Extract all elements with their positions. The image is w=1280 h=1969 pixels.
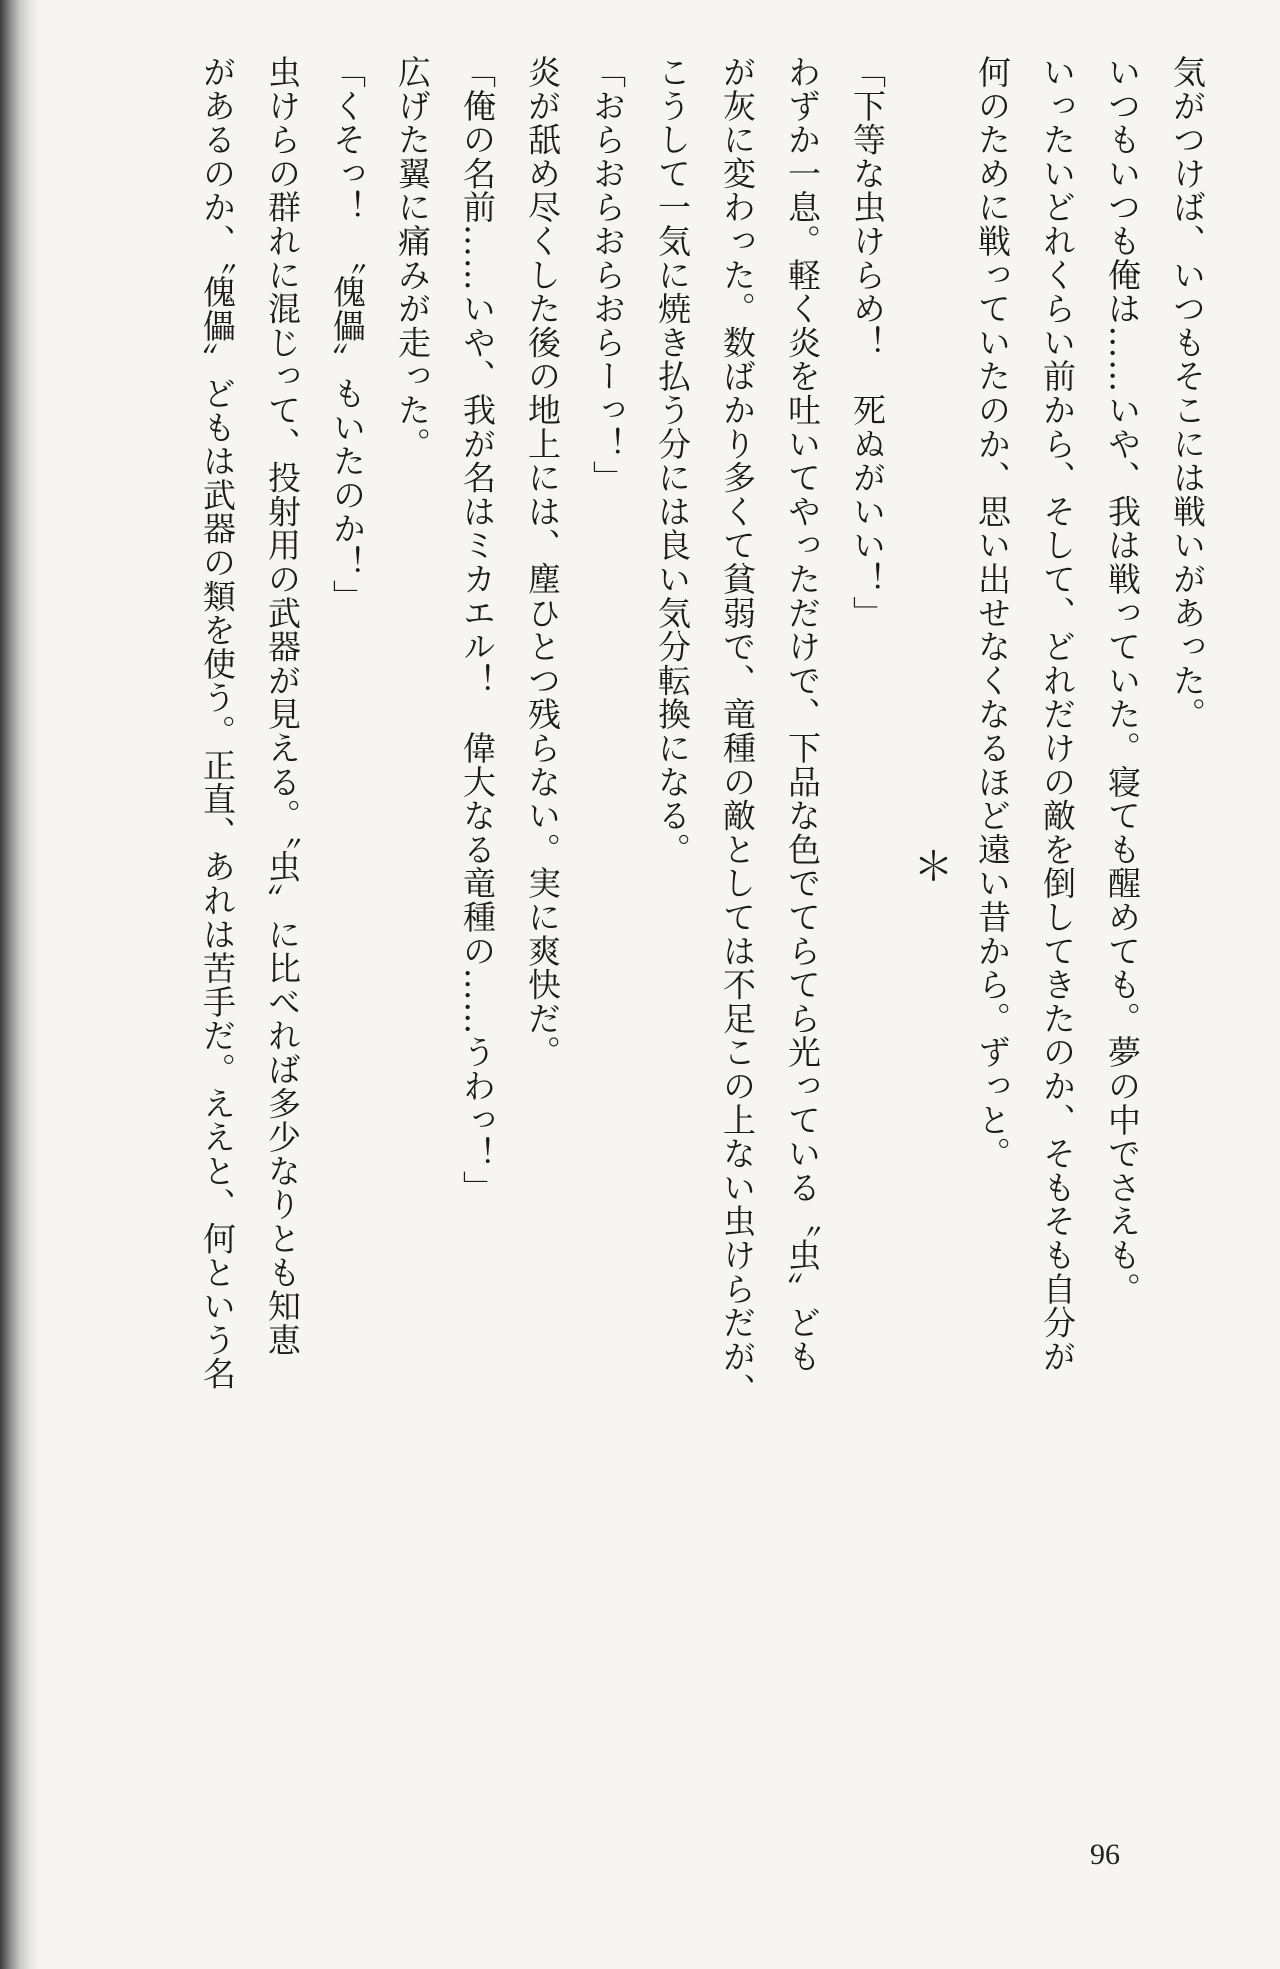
text-line: 「くそっ！ 〝傀儡〟もいたのか！」 (328, 55, 367, 614)
text-line: 「俺の名前……いや、我が名はミカエル！ 偉大なる竜種の……うわっ！」 (458, 55, 497, 1205)
section-separator (900, 55, 960, 1675)
text-line: があるのか、〝傀儡〟どもは武器の類を使う。正直、あれは苦手だ。ええと、何という名 (198, 55, 237, 1391)
vertical-text-body (40, 55, 1220, 1675)
text-line: 広げた翼に痛みが走った。 (393, 55, 432, 461)
text-line: 「下等な虫けらめ！ 死ぬがいい！」 (848, 55, 887, 630)
text-line: が灰に変わった。数ばかり多くて貧弱で、竜種の敵としては不足この上ない虫けらだが、 (718, 55, 757, 1407)
asterisk-mark: ＊ (907, 844, 953, 886)
text-line: いつもいつも俺は……いや、我は戦っていた。寝ても醒めても。夢の中でさえも。 (1103, 55, 1142, 1306)
text-line: わずか一息。軽く炎を吐いてやっただけで、下品な色でてらてら光っている〝虫〟ども (783, 55, 822, 1374)
page-number: 96 (1090, 1838, 1120, 1871)
text-line: 何のために戦っていたのか、思い出せなくなるほど遠い昔から。ずっと。 (973, 55, 1012, 1171)
text-line: いったいどれくらい前から、そして、どれだけの敵を倒してきたのか、そもそも自分が (1038, 55, 1077, 1374)
text-line: 「おらおらおらおらーっ！」 (588, 55, 627, 495)
gutter-shadow (0, 0, 40, 1969)
text-line: 気がつけば、いつもそこには戦いがあった。 (1168, 55, 1207, 731)
text-line: 虫けらの群れに混じって、投射用の武器が見える。〝虫〟に比べれば多少なりとも知恵 (263, 55, 302, 1357)
text-line: こうして一気に焼き払う分には良い気分転換になる。 (653, 55, 692, 867)
text-line: 炎が舐め尽くした後の地上には、塵ひとつ残らない。実に爽快だ。 (523, 55, 562, 1069)
